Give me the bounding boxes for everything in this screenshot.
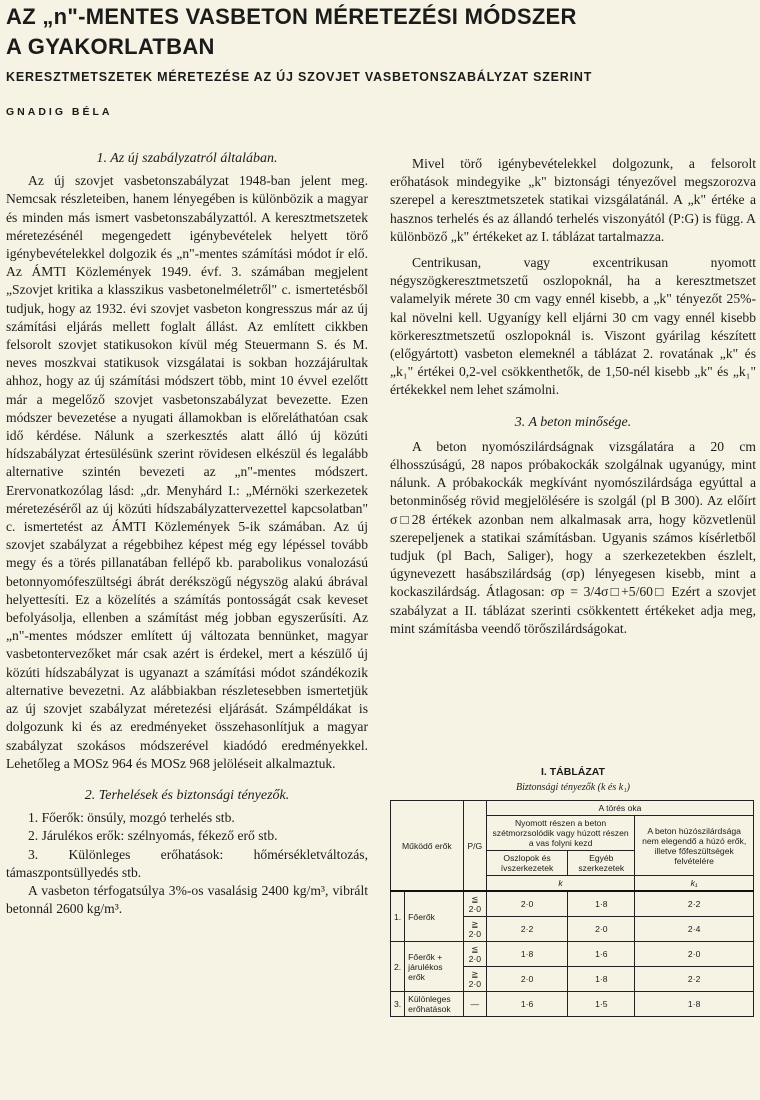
row-name: Különleges erőhatások xyxy=(405,992,464,1017)
section-2-paragraph: A vasbeton térfogatsúlya 3%-os vasalásig 2400 kg/m³, vibrált betonnál 2600 kg/m³. xyxy=(6,882,368,917)
head-group: Nyomott részen a beton szétmorzsolódik vagy húzott részen a vas folyni kezd xyxy=(486,816,634,851)
section-2-heading: 2. Terhelések és biztonsági tényezők. xyxy=(84,787,290,803)
row-k-other: 1·6 xyxy=(568,942,635,967)
row-k-columns: 2·2 xyxy=(486,917,567,942)
row-k-columns: 1·8 xyxy=(486,942,567,967)
row-number: 3. xyxy=(391,992,405,1017)
row-pg: ≦ 2·0 xyxy=(463,891,486,917)
row-k-columns: 2·0 xyxy=(486,967,567,992)
row-pg: — xyxy=(463,992,486,1017)
row-k1: 1·8 xyxy=(635,992,754,1017)
row-name: Főerők + járulékos erők xyxy=(405,942,464,992)
row-pg: ≧ 2·0 xyxy=(463,967,486,992)
row-k1: 2·4 xyxy=(635,917,754,942)
list-item-3: 3. Különleges erőhatások: hőmérsékletváltozás, támaszpontsüllyedés stb. xyxy=(6,846,368,880)
article-subtitle: KERESZTMETSZETEK MÉRETEZÉSE AZ ÚJ SZOVJET VASBETONSZABÁLYZAT SZERINT xyxy=(6,70,593,84)
head-pg: P/G xyxy=(463,801,486,892)
head-k: k xyxy=(486,876,634,892)
row-number: 2. xyxy=(391,942,405,992)
head-beton: A beton húzószilárdsága nem elegendő a húzó erők, illetve főfeszültségek felvételére xyxy=(635,816,754,876)
table-title: I. TÁBLÁZAT xyxy=(541,766,605,778)
right-paragraph-2: Centrikusan, vagy excentrikusan nyomott négyszögkeresztmetszetű oszlopoknál, ha a keresztmetszet valamelyik mérete 30 cm vagy ennél kisebb, a „k" tényezőt 25%-kal növelni kell. Ugyanígy kell eljárni 30 cm vagy ennél kisebb körkeresztmetszetű oszlopoknál is. Viszont gyárilag készített (előgyártott) vasbeton elemeknél a táblázat 2. rovatának „k" és „k₁" értékei 0,2-vel csökkenthetők, de 1,50-nél kisebb „k" és „k₁" értékekkel nem lehet számolni. xyxy=(390,255,756,398)
section-1-paragraph: Az új szovjet vasbetonszabályzat 1948-ban jelent meg. Nemcsak részleteiben, hanem lényegében is különbözik a magyar és minden más ismert vasbetonszabályzattól. A keresztmetszetek méretezésénél megengedett igénybevételek helyett törő igénybevételekkel dolgozik és „n"-mentes számítási módot ír elő. Az ÁMTI Közlemények 1949. évf. 3. számában megjelent „Szovjet kritika a klasszikus vasbetonelméletről" c. ismertetésből tudjuk, hogy az 1932. évi szovjet vasbeton kongresszus már az új számítási eljárás mellett foglalt állást. Az említett cikkben felsorolt szovjet statikusokon kívül még Steuermann S. és M. neves moszkvai statikusok vizsgálatai is sokban hozzájárultak ahhoz, hogy az új számítási módszert több, mint 10 évvel ezelőtt már a megelőző szovjet vasbetonszabályzat bevezette. Ezen módszer bevezetése a nyugati államokban is előreláthatóan csak idő kérdése. Nálunk a szerkesztés alatt álló új közúti hídszabályzat értesülésünk szerint rövidesen elkészül és legalább alternative szintén bevezeti az „n"-mentes módszert. Erervonatkozólag lásd: „dr. Menyhárd I.: „Mérnöki szerkezetek méretezéséről az új közúti hídszabályzattervezettel kapcsolatban" c. ismertetést az ÁMTI Közlemények 5-ik számában. Az új szovjet szabályzat a régebbihez képest még egy lépéssel tovább megy és a törés pillanatában fellépő kb. parabolikus vonalozású betonnyomófeszültségi ábrát derékszögű négyszög alakú ábrával helyettesíti. Ez a közelítés a számítás pontosságát csak keveset befolyásolja, ellenben a számítást még jobban egyszerűsíti. Az „n"-mentes módszer említett új változata bennünket, magyar vasbetontervezőket már csak azért is érdekel, mert a készülő új közúti hídszabályzat is ugyanazt a számítási módot szándékozik alternative bevezetni. Az alábbiakban részletesebben ismertetjük az új szovjet szabályzat méretezési eljárását. Számpéldákat is dolgozunk ki és az eredményeket összehasonlítjuk a magyar szabályzat szokásos módszerével kiadódó eredményekkel. Lehetőleg a MOSz 964 és MOSz 968 jelöléseit alkalmaztuk. xyxy=(6,173,368,771)
list-item-1: 1. Főerők: önsúly, mozgó terhelés stb. xyxy=(28,810,235,826)
section-1-heading: 1. Az új szabályzatról általában. xyxy=(96,151,278,166)
row-number: 1. xyxy=(391,891,405,942)
table-subtitle: Biztonsági tényezők (k és k₁) xyxy=(516,782,630,793)
row-name: Főerők xyxy=(405,891,464,942)
row-k-columns: 1·6 xyxy=(486,992,567,1017)
row-k-columns: 2·0 xyxy=(486,891,567,917)
row-k1: 2·0 xyxy=(635,942,754,967)
author-name: GNADIG BÉLA xyxy=(6,106,113,118)
table-row xyxy=(391,992,754,1017)
list-item-2: 2. Járulékos erők: szélnyomás, fékező erő stb. xyxy=(28,828,278,844)
head-k1: k₁ xyxy=(635,876,754,892)
row-pg: ≦ 2·0 xyxy=(463,942,486,967)
table-row xyxy=(391,891,754,917)
section-3-paragraph: A beton nyomószilárdságnak vizsgálatára a 20 cm élhosszúságú, 28 napos próbakockák szolgálnak ugyanúgy, mint nálunk. A próbakockák megkívánt nyomószilárdsága egyúttal a betonminőség rövid megjelölésére is szolgál (pl B 300). Az előírt σ□28 értékek azonban nem alkalmasak arra, hogy közvetlenül szerepeljenek a statikai számításban. Ugyanis számos kísérletből tudjuk (pl Bach, Saliger), hogy a szerkezetekben észlelt, úgynevezett hasábszilárdság (σp) lényegesen kisebb, mint a kockaszilárdság. Átlagosan: σp = 3/4σ□+5/60□ Ezért a szovjet szabályzat a II. táblázat szerinti csökkentett értékeket adja meg, mint számításba veendő törőszilárdságokat. xyxy=(390,438,756,636)
row-k-other: 1·8 xyxy=(568,891,635,917)
left-column xyxy=(6,150,368,918)
article-page xyxy=(6,0,756,1100)
safety-factor-table xyxy=(390,800,754,1017)
article-title xyxy=(6,2,577,62)
row-k1: 2·2 xyxy=(635,967,754,992)
row-pg: ≧ 2·0 xyxy=(463,917,486,942)
head-other: Egyéb szerkezetek xyxy=(568,851,635,876)
right-column xyxy=(390,155,756,638)
row-k-other: 2·0 xyxy=(568,917,635,942)
head-cause: A törés oka xyxy=(486,801,753,816)
head-columns: Oszlopok és ívszerkezetek xyxy=(486,851,567,876)
section-3-heading: 3. A beton minősége. xyxy=(514,414,632,430)
row-k-other: 1·8 xyxy=(568,967,635,992)
table-row xyxy=(391,942,754,967)
row-k1: 2·2 xyxy=(635,891,754,917)
title-line-2: A GYAKORLATBAN xyxy=(6,34,215,59)
right-paragraph-1: Mivel törő igénybevételekkel dolgozunk, a felsorolt erőhatások mindegyike „k" biztonsági tényezővel megszorozva szerepel a keresztmetszetek statikai vizsgálatánál. A „k" értéke a hasznos terhelés és az állandó terhelés viszonyától (P:G) is függ. A különböző „k" értékeket az I. táblázat tartalmazza. xyxy=(390,156,756,244)
head-forces: Működő erők xyxy=(391,801,464,892)
row-k-other: 1·5 xyxy=(568,992,635,1017)
title-line-1: AZ „n"-MENTES VASBETON MÉRETEZÉSI MÓDSZER xyxy=(6,4,577,29)
